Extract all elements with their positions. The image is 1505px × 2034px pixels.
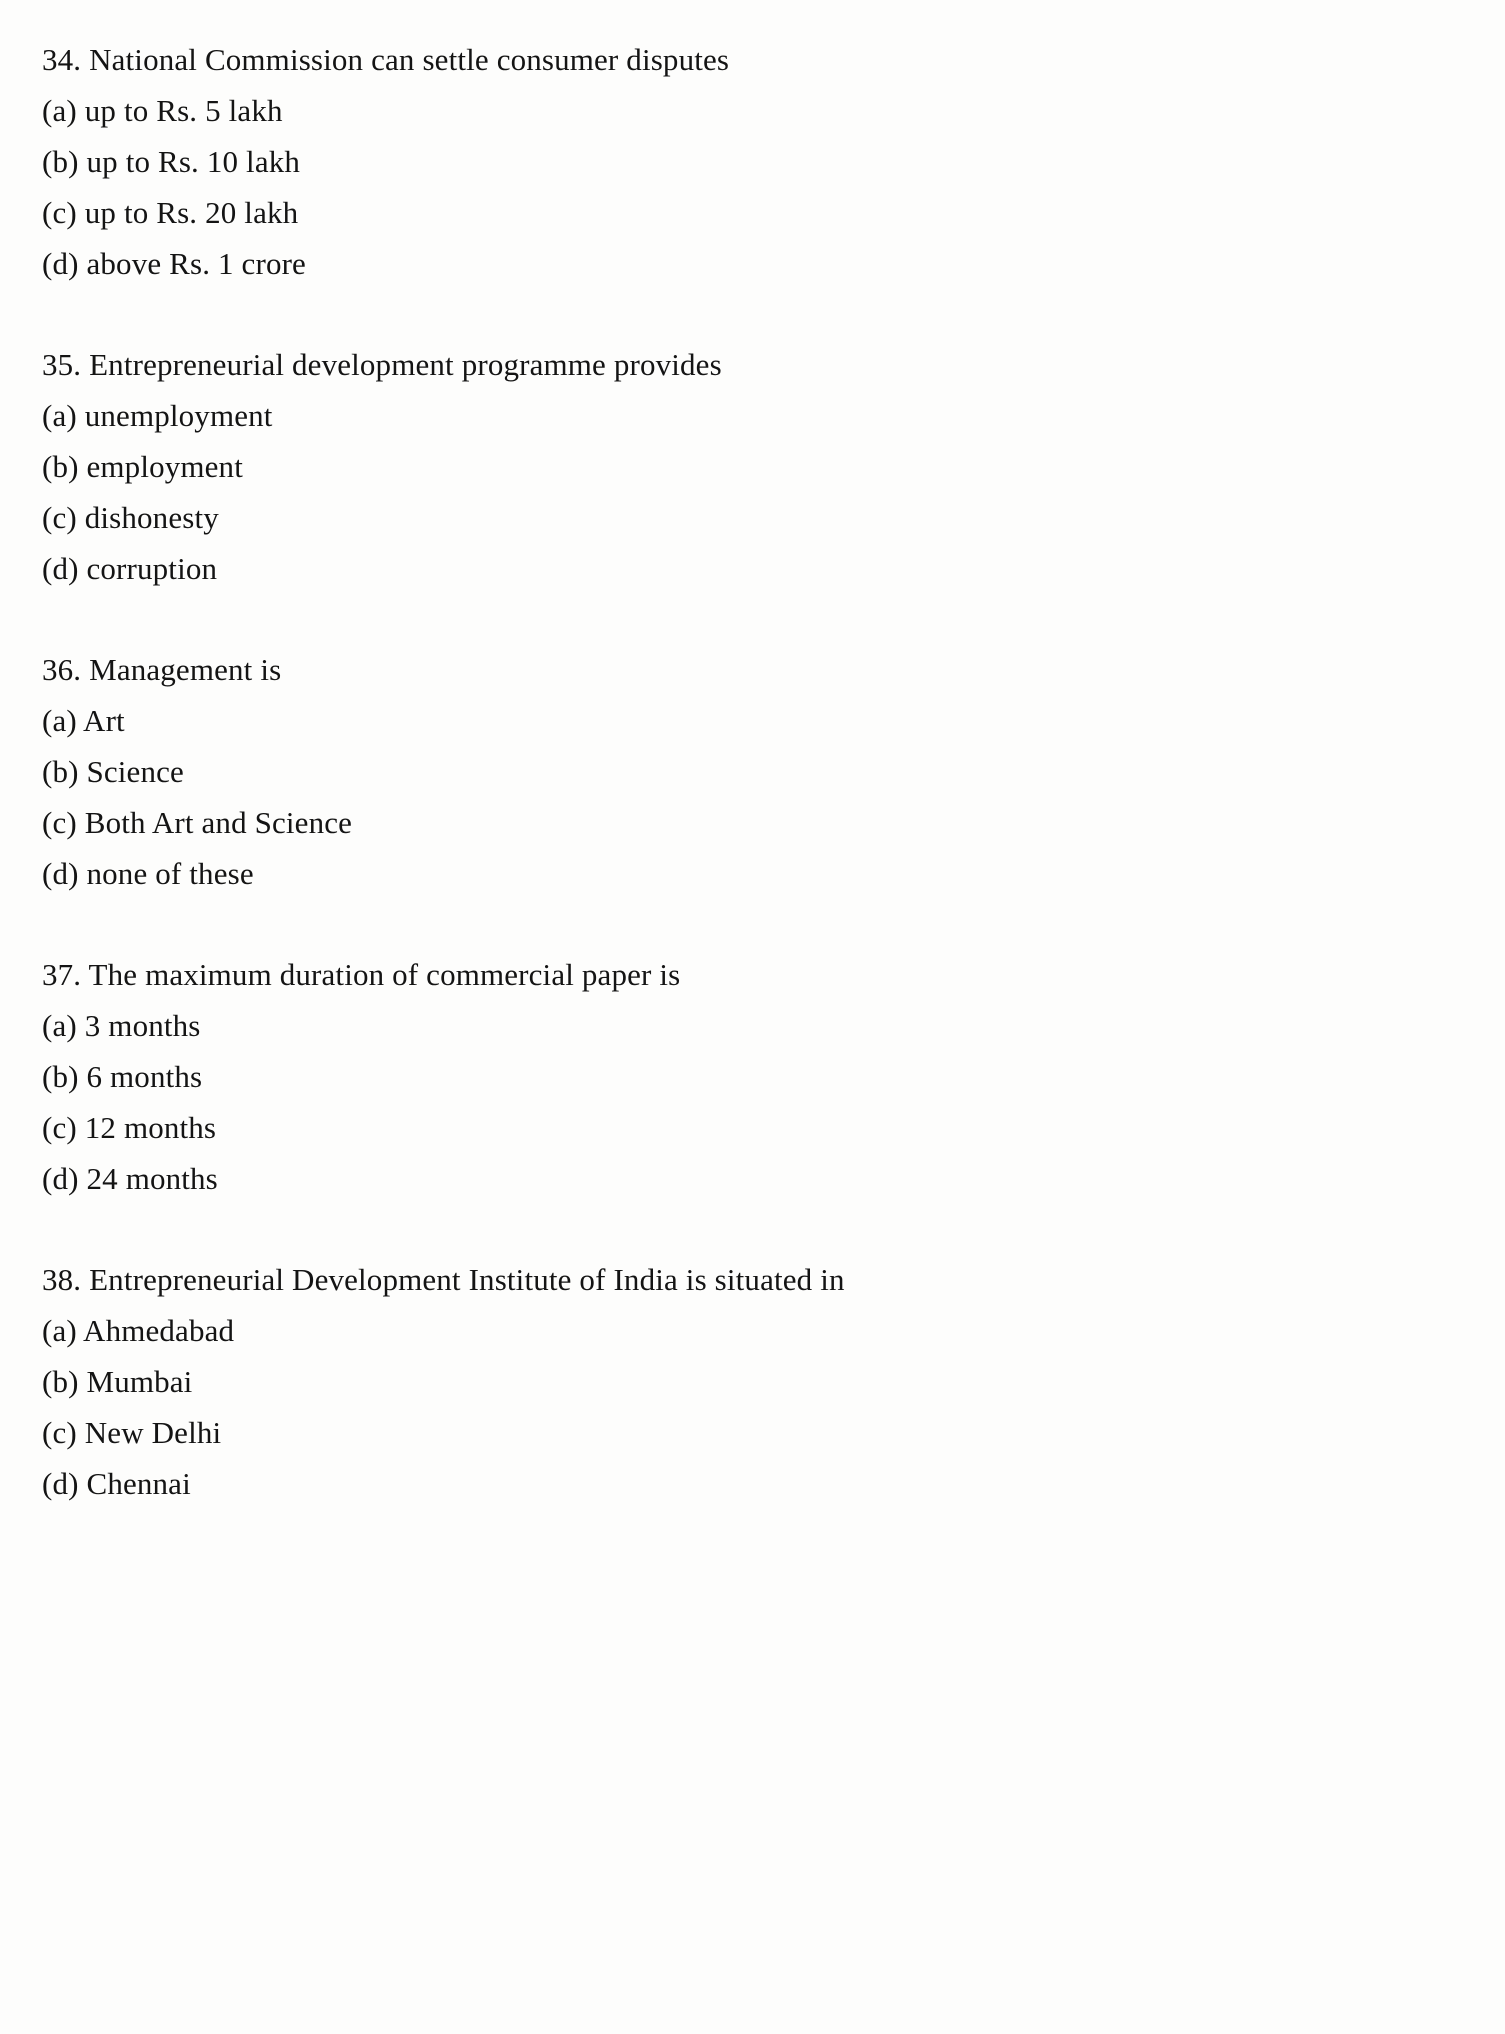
option-c[interactable]: (c) 12 months <box>42 1110 217 1145</box>
option-d[interactable]: (d) corruption <box>42 551 218 586</box>
option-d[interactable]: (d) none of these <box>42 856 254 891</box>
option-a[interactable]: (a) Ahmedabad <box>42 1313 235 1348</box>
question-text: 34. National Commission can settle consumer disputes <box>42 42 730 77</box>
question-list <box>0 34 1505 1509</box>
question-text: 37. The maximum duration of commercial paper is <box>42 957 681 992</box>
option-a[interactable]: (a) unemployment <box>42 398 273 433</box>
question-block <box>42 339 1445 594</box>
question-block <box>42 644 1445 899</box>
option-b[interactable]: (b) 6 months <box>42 1059 203 1094</box>
option-d[interactable]: (d) Chennai <box>42 1466 191 1501</box>
option-b[interactable]: (b) up to Rs. 10 lakh <box>42 144 301 179</box>
option-c[interactable]: (c) Both Art and Science <box>42 805 353 840</box>
option-a[interactable]: (a) Art <box>42 703 125 738</box>
question-block <box>42 1254 1445 1509</box>
option-c[interactable]: (c) up to Rs. 20 lakh <box>42 195 299 230</box>
question-text: 36. Management is <box>42 652 282 687</box>
option-a[interactable]: (a) up to Rs. 5 lakh <box>42 93 283 128</box>
option-d[interactable]: (d) above Rs. 1 crore <box>42 246 306 281</box>
question-text: 35. Entrepreneurial development programme provides <box>42 347 722 382</box>
option-d[interactable]: (d) 24 months <box>42 1161 218 1196</box>
option-b[interactable]: (b) Science <box>42 754 184 789</box>
question-block <box>42 34 1445 289</box>
question-text: 38. Entrepreneurial Development Institute of India is situated in <box>42 1262 845 1297</box>
option-c[interactable]: (c) dishonesty <box>42 500 219 535</box>
option-a[interactable]: (a) 3 months <box>42 1008 201 1043</box>
option-c[interactable]: (c) New Delhi <box>42 1415 222 1450</box>
option-b[interactable]: (b) Mumbai <box>42 1364 193 1399</box>
question-block <box>42 949 1445 1204</box>
option-b[interactable]: (b) employment <box>42 449 243 484</box>
